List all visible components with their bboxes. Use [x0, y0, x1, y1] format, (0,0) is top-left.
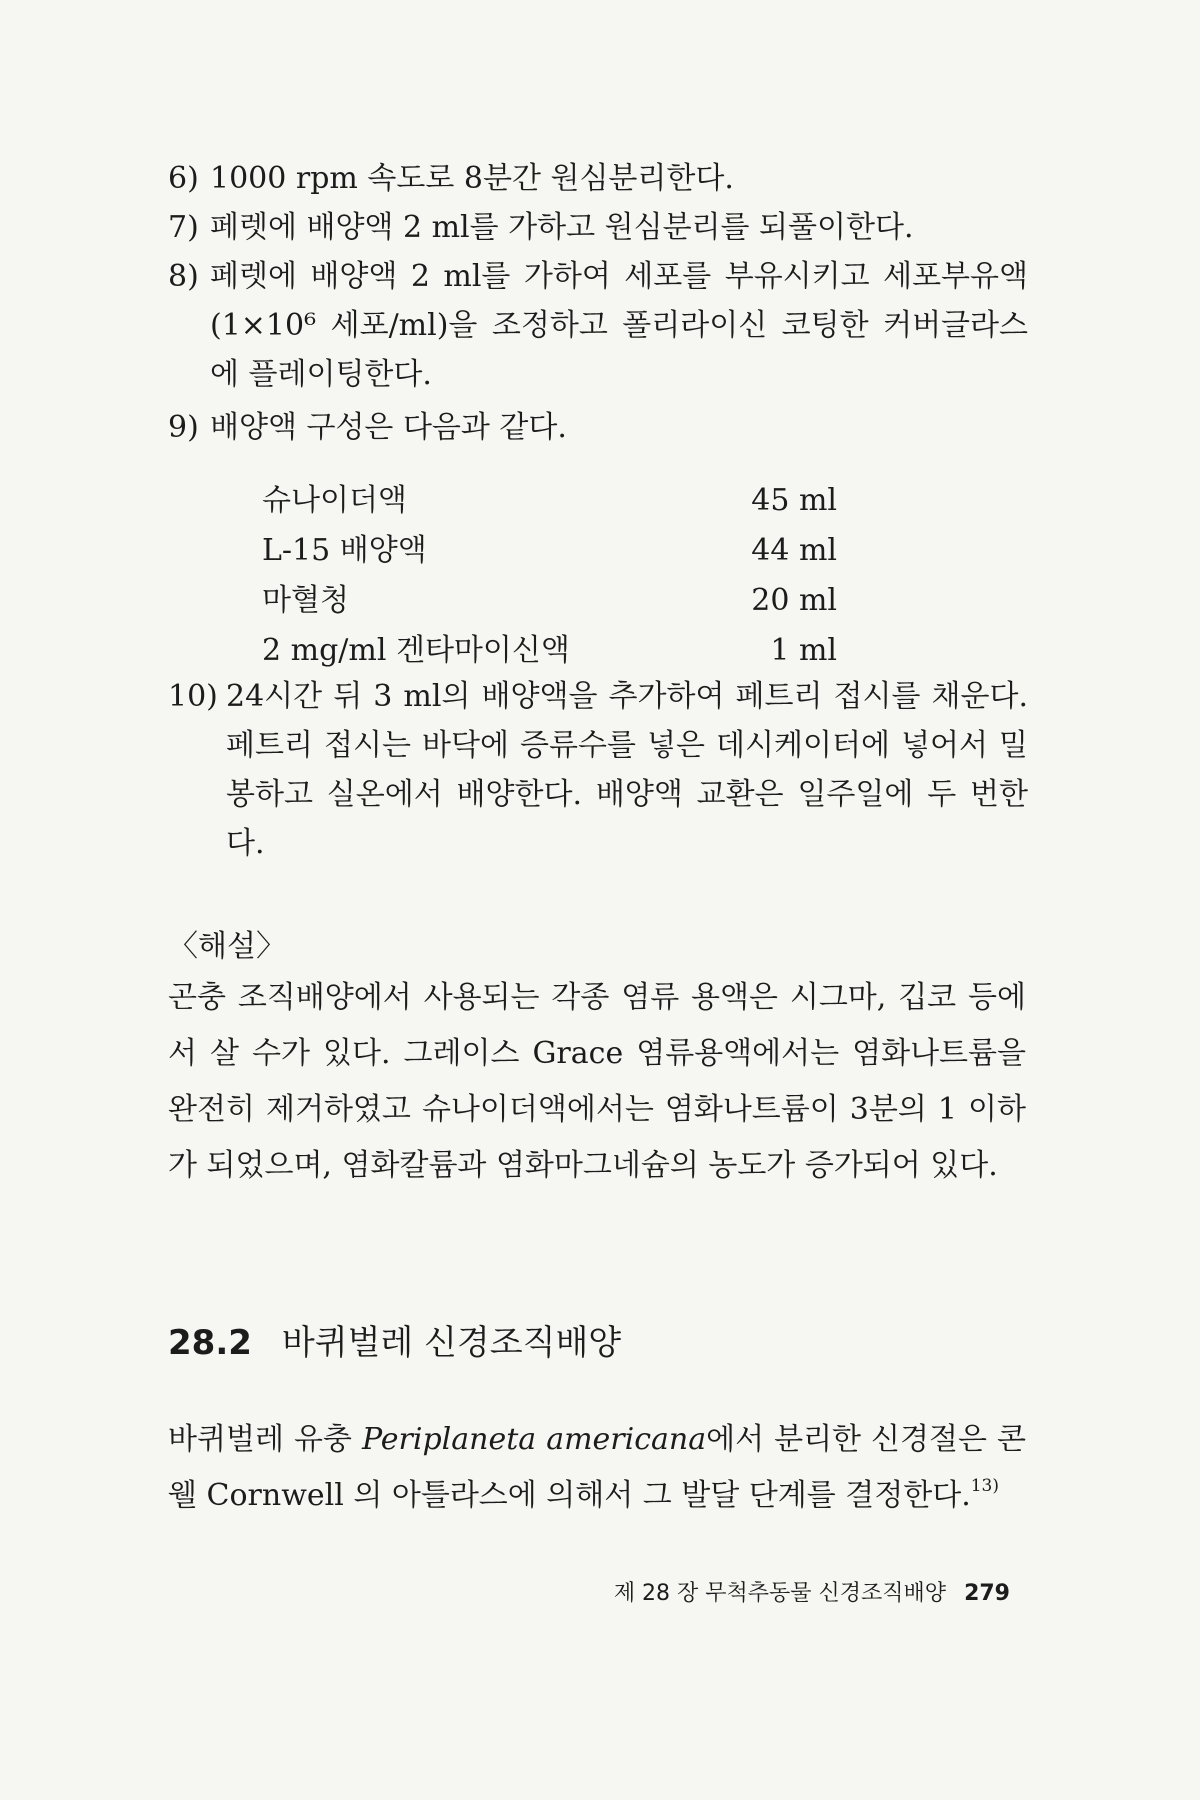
medium-row: [262, 476, 837, 526]
chapter-title: 제 28 장 무척추동물 신경조직배양: [613, 1581, 947, 1606]
page-number: 279: [964, 1581, 1010, 1606]
medium-amount: 44 ml: [751, 533, 837, 568]
section-number: 28.2: [168, 1323, 252, 1363]
culture-medium-table: [262, 476, 837, 676]
step-number: 7): [168, 210, 199, 245]
step-number: 6): [168, 161, 199, 196]
step-number: 10): [168, 679, 218, 714]
section-title: 바퀴벌레 신경조직배양: [281, 1323, 622, 1363]
page-footer: [614, 1576, 1010, 1612]
commentary-heading: 〈해설〉: [168, 929, 286, 964]
species-name: Periplaneta americana: [361, 1422, 707, 1457]
medium-amount: 20 ml: [751, 583, 837, 618]
step-number: 8): [168, 259, 199, 294]
body-text-end: 에서 분리한 신경절은 콘웰 Cornwell 의 아틀라스에 의해서 그 발달 단계를 결정한다.: [168, 1422, 1026, 1513]
medium-row: [262, 576, 837, 626]
medium-row: [262, 626, 837, 676]
procedure-step: [168, 672, 1028, 868]
step-text: 배양액 구성은 다음과 같다.: [210, 410, 567, 445]
step-text: 1000 rpm 속도로 8분간 원심분리한다.: [210, 161, 734, 196]
footnote-reference: 13): [970, 1476, 999, 1496]
procedure-step: [168, 252, 1028, 399]
step-text: 24시간 뒤 3 ml의 배양액을 추가하여 페트리 접시를 채운다. 페트리 접시는 바닥에 증류수를 넣은 데시케이터에 넣어서 밀봉하고 실온에서 배양한다. 배양액 교환은 일주일에 두 번한다.: [226, 679, 1028, 861]
medium-name: 슈나이더액: [262, 483, 407, 518]
procedure-step: [168, 403, 1028, 452]
body-text-start: 바퀴벌레 유충: [168, 1422, 362, 1457]
procedure-step: [168, 203, 1028, 252]
medium-name: 마혈청: [262, 583, 349, 618]
medium-amount: 45 ml: [751, 483, 837, 518]
medium-row: [262, 526, 837, 576]
step-text: 페렛에 배양액 2 ml를 가하여 세포를 부유시키고 세포부유액(1×10⁶ 세포/ml)을 조정하고 폴리라이신 코팅한 커버글라스에 플레이팅한다.: [210, 259, 1028, 392]
commentary-text: 곤충 조직배양에서 사용되는 각종 염류 용액은 시그마, 깁코 등에서 살 수가 있다. 그레이스 Grace 염류용액에서는 염화나트륨을 완전히 제거하였고 슈나이더액에서는 염화나트륨이 3분의 1 이하가 되었으며, 염화칼륨과 염화마그네슘의 농도가 증가되어 있다.: [168, 980, 1026, 1183]
medium-name: L-15 배양액: [262, 533, 427, 568]
step-number: 9): [168, 410, 199, 445]
step-text: 페렛에 배양액 2 ml를 가하고 원심분리를 되풀이한다.: [210, 210, 914, 245]
section-body-text: [168, 1412, 1026, 1524]
medium-amount: 1 ml: [770, 633, 837, 668]
procedure-step: [168, 154, 1028, 203]
section-heading: [168, 1318, 621, 1368]
medium-name: 2 mg/ml 겐타마이신액: [262, 633, 570, 668]
